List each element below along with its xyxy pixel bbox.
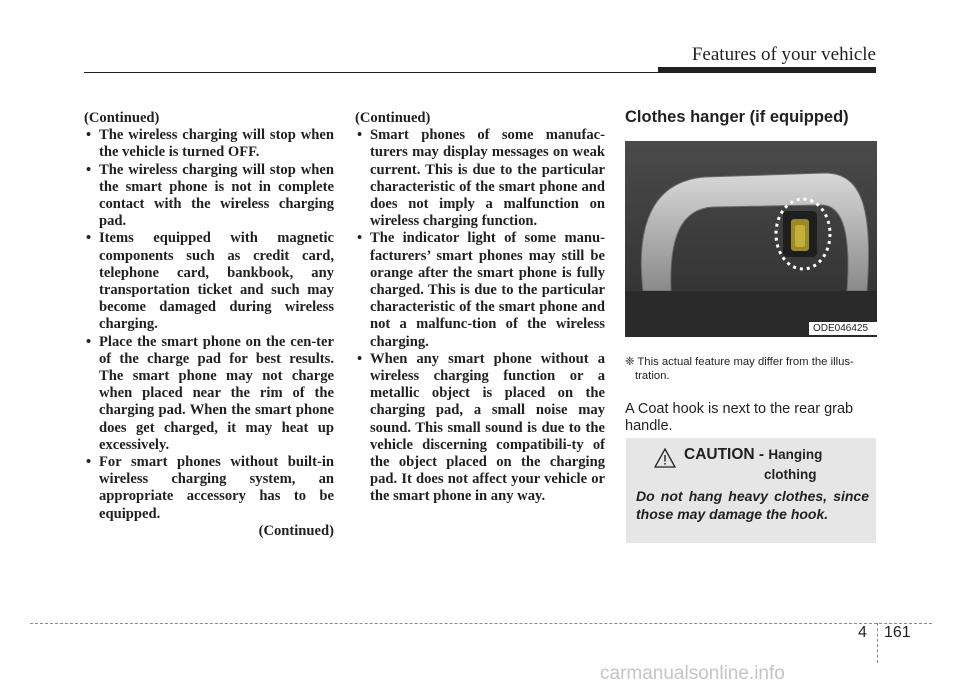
bullet-item: • When any smart phone without a wireless charging function or a metallic object is placed on the charging pad, a small noise may sound. This small sound is due to the vehicle discerning compatibili-ty of the object placed on the charging pad. It does not affect your vehicle or the smart phone in any way. xyxy=(355,351,605,506)
body-paragraph: A Coat hook is next to the rear grab handle. xyxy=(625,401,854,434)
photo-code: ODE046425 xyxy=(809,322,960,335)
watermark: carmanualsonline.info xyxy=(600,663,785,684)
footer-divider xyxy=(30,623,932,624)
coat-hook-illustration xyxy=(625,141,877,337)
continued-label: (Continued) xyxy=(355,110,431,126)
illustration-note: ❈ This actual feature may differ from the illus-tration. xyxy=(625,356,854,382)
footer-divider-vertical xyxy=(877,623,878,663)
bullet-item: • The wireless charging will stop when the smart phone is not in complete contact with the wireless charging pad. xyxy=(84,162,334,231)
text-column-3 xyxy=(625,108,877,435)
bullet-item: • Place the smart phone on the cen-ter of the charge pad for best results. The smart phone may not charge when placed near the rim of the charging pad. When the smart phone does get charged, it may heat up excessively. xyxy=(84,334,334,454)
bullet-list xyxy=(355,127,605,505)
continued-label: (Continued) xyxy=(84,110,160,126)
coat-hook-photo xyxy=(625,141,877,337)
header-rule-accent xyxy=(658,67,876,73)
bullet-list xyxy=(84,127,334,523)
caution-box xyxy=(626,438,876,543)
bullet-item: • Items equipped with magnetic components such as credit card, telephone card, bankbook, any transportation ticket and such may become damaged during wireless charging. xyxy=(84,230,334,333)
page-number: 161 xyxy=(884,624,911,641)
caution-subtitle: clothing xyxy=(764,467,817,482)
bullet-item: • For smart phones without built-in wireless charging system, an appropriate accessory has to be equipped. xyxy=(84,454,334,523)
text-column-1 xyxy=(84,110,334,540)
bullet-item: • The wireless charging will stop when the vehicle is turned OFF. xyxy=(84,127,334,161)
caution-text: Do not hang heavy clothes, since those may damage the hook. xyxy=(636,488,869,522)
continued-label: (Continued) xyxy=(258,522,334,539)
bullet-item: • The indicator light of some manu-facturers’ smart phones may still be orange after the smart phone is fully charged. This is due to the particular characteristic of the smart phone and not a malfunc-tion of the wireless charging. xyxy=(355,230,605,350)
warning-triangle-icon xyxy=(654,448,676,468)
caution-subtitle: Hanging xyxy=(768,447,823,462)
caution-label: CAUTION - xyxy=(684,446,769,463)
text-column-2 xyxy=(355,110,605,506)
chapter-number: 4 xyxy=(858,624,867,641)
bullet-item: • Smart phones of some manufac-turers may display messages on weak current. This is due to the particular characteristic of the smart phone and does not imply a malfunction on wireless charging function. xyxy=(355,127,605,230)
caution-heading xyxy=(684,446,822,464)
page-header-title: Features of your vehicle xyxy=(691,44,876,65)
section-title: Clothes hanger (if equipped) xyxy=(625,108,849,126)
